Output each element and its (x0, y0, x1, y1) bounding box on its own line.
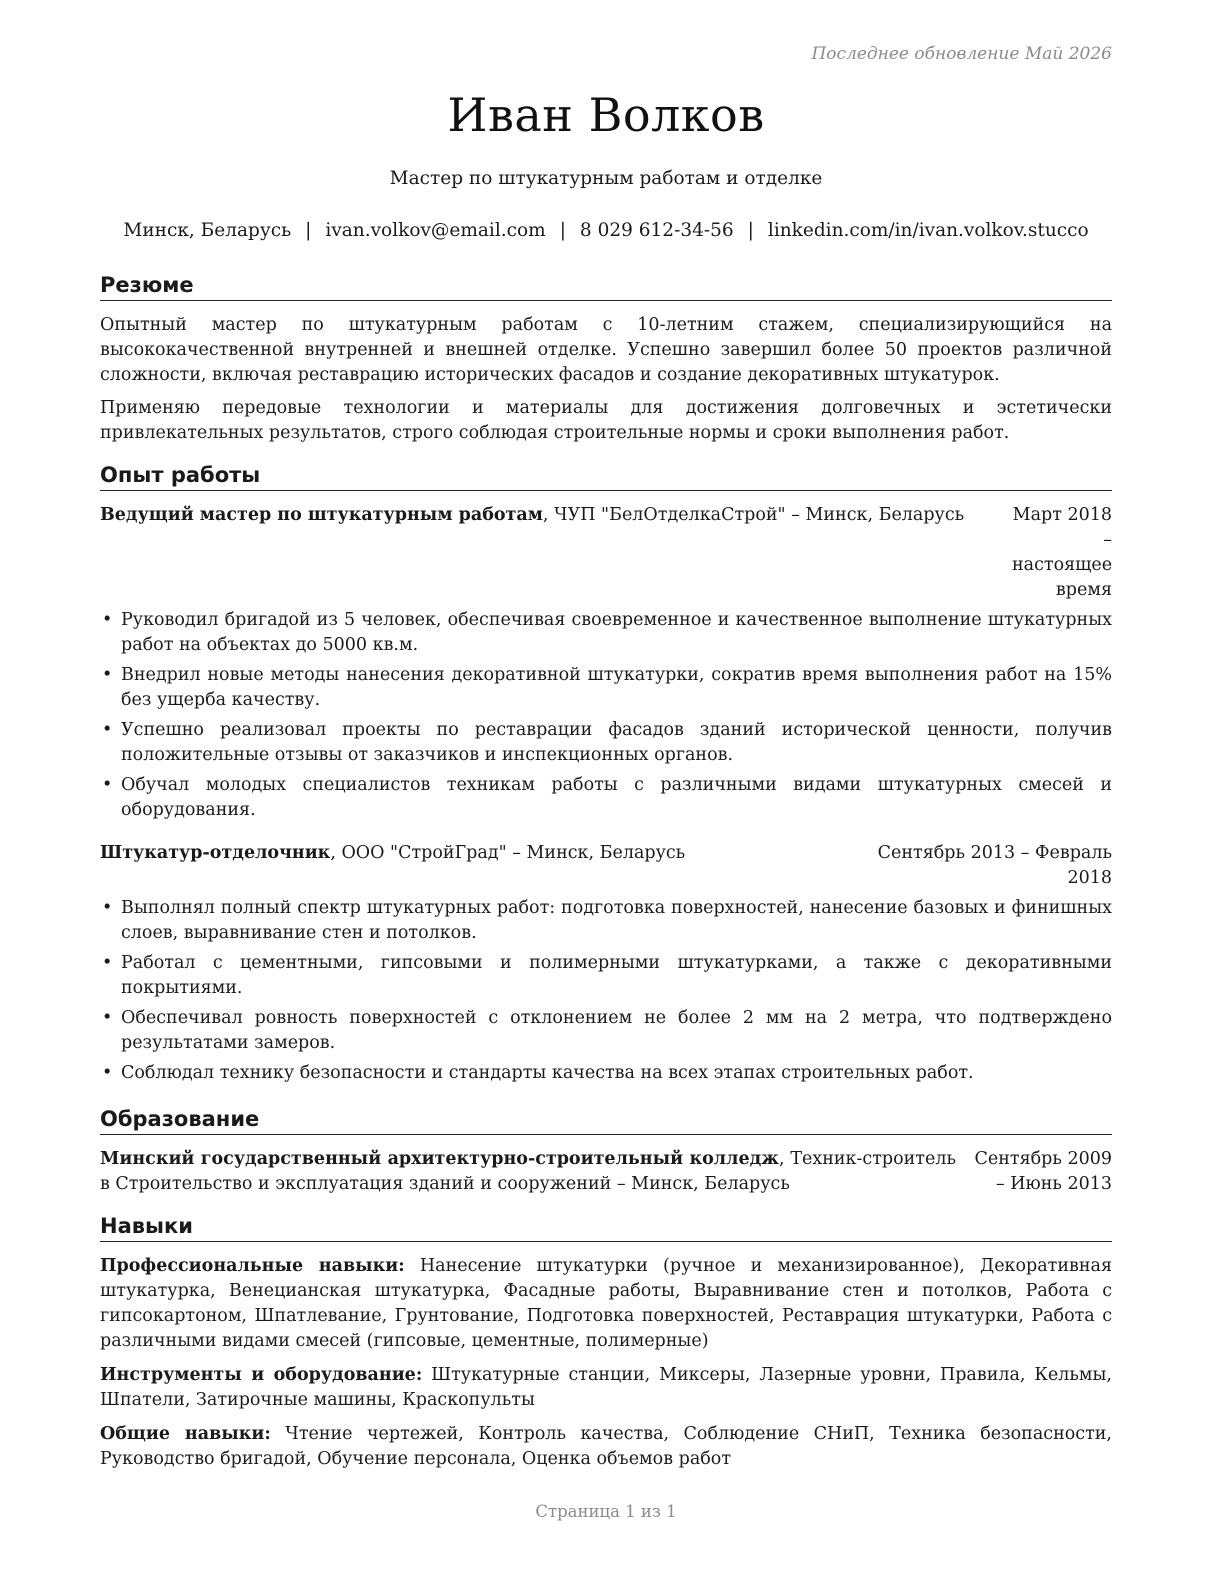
job-bullet: • Работал с цементными, гипсовыми и полимерными штукатурками, а также с декоративными покрытиями. (100, 951, 1112, 1001)
job-company: , ЧУП "БелОтделкаСтрой" – Минск, Беларусь (542, 505, 965, 525)
job-dates: Март 2018 – настоящее время (1012, 505, 1113, 600)
skill-group-label: Профессиональные навыки: (100, 1256, 405, 1276)
job-role: Штукатур-отделочник (100, 843, 331, 863)
job-bullet: • Успешно реализовал проекты по реставрации фасадов зданий исторической ценности, получив положительные отзывы от заказчиков и инспекционных органов. (100, 718, 1112, 768)
job-entry (100, 841, 1112, 1086)
section-heading-experience: Опыт работы (100, 460, 1112, 491)
last-updated: Последнее обновление Май 2026 (811, 44, 1112, 64)
skill-group (100, 1422, 1112, 1472)
job-header (100, 841, 1112, 891)
job-bullet: • Выполнял полный спектр штукатурных работ: подготовка поверхностей, нанесение базовых и финишных слоев, выравнивание стен и потолков. (100, 896, 1112, 946)
section-heading-education: Образование (100, 1104, 1112, 1135)
job-role-company (100, 503, 1006, 603)
summary-paragraph: Опытный мастер по штукатурным работам с 10-летним стажем, специализирующийся на высококачественной внутренней и внешней отделке. Успешно завершил более 50 проектов различной сложности, включая реставрацию исторических фасадов и создание декоративных штукатурок. (100, 315, 1112, 385)
section-heading-skills: Навыки (100, 1211, 1112, 1242)
job-bullets (100, 896, 1112, 1086)
job-title: Мастер по штукатурным работам и отделке (389, 168, 823, 189)
page-number: Страница 1 из 1 (535, 1502, 677, 1521)
contact-linkedin[interactable]: linkedin.com/in/ivan.volkov.stucco (767, 220, 1089, 241)
job-bullet: • Обучал молодых специалистов техникам работы с различными видами штукатурных смесей и оборудования. (100, 773, 1112, 823)
skill-group-text: Штукатурные станции, Миксеры, Лазерные уровни, Правила, Кельмы, Шпатели, Затирочные машины, Краскопульты (100, 1365, 1112, 1410)
summary-paragraph: Применяю передовые технологии и материалы для достижения долговечных и эстетически привлекательных результатов, строго соблюдая строительные нормы и сроки выполнения работ. (100, 398, 1112, 443)
person-name: Иван Волков (447, 88, 765, 142)
resume-content (100, 270, 1112, 1486)
job-bullet: • Соблюдал технику безопасности и стандарты качества на всех этапах строительных работ. (100, 1061, 1112, 1086)
skill-group-label: Инструменты и оборудование: (100, 1365, 423, 1385)
job-header (100, 503, 1112, 603)
job-company: , ООО "СтройГрад" – Минск, Беларусь (330, 843, 686, 863)
skills-section (100, 1211, 1112, 1472)
contact-line (100, 220, 1112, 241)
contact-separator: | (559, 220, 566, 241)
job-entry (100, 503, 1112, 823)
contact-phone: 8 029 612-34-56 (579, 220, 734, 241)
job-bullet: • Обеспечивал ровность поверхностей с отклонением не более 2 мм на 2 метра, что подтверждено результатами замеров. (100, 1006, 1112, 1056)
contact-email[interactable]: ivan.volkov@email.com (325, 220, 546, 241)
education-school: Минский государственный архитектурно-строительный колледж (100, 1149, 779, 1169)
education-entry (100, 1147, 1112, 1197)
education-section (100, 1104, 1112, 1197)
education-school-details (100, 1147, 956, 1197)
skill-group-text: Чтение чертежей, Контроль качества, Соблюдение СНиП, Техника безопасности, Руководство бригадой, Обучение персонала, Оценка объемов работ (100, 1424, 1112, 1469)
experience-section (100, 460, 1112, 1086)
skill-group-label: Общие навыки: (100, 1424, 271, 1444)
job-bullet: • Внедрил новые методы нанесения декоративной штукатурки, сократив время выполнения работ на 15% без ущерба качеству. (100, 663, 1112, 713)
contact-separator: | (305, 220, 312, 241)
skill-group-text: Нанесение штукатурки (ручное и механизированное), Декоративная штукатурка, Венецианская штукатурка, Фасадные работы, Выравнивание стен и потолков, Работа с гипсокартоном, Шпатлевание, Грунтование, Подготовка поверхностей, Реставрация штукатурки, Работа с различными видами смесей (гипсовые, цементные, полимерные) (100, 1256, 1113, 1351)
contact-separator: | (747, 220, 754, 241)
education-dates: Сентябрь 2009 – Июнь 2013 (974, 1149, 1112, 1194)
job-dates: Сентябрь 2013 – Февраль 2018 (877, 843, 1112, 888)
skill-group (100, 1363, 1112, 1413)
contact-location: Минск, Беларусь (123, 220, 292, 241)
job-bullets (100, 608, 1112, 823)
section-heading-summary: Резюме (100, 270, 1112, 301)
job-role-company (100, 841, 866, 891)
job-bullet: • Руководил бригадой из 5 человек, обеспечивая своевременное и качественное выполнение штукатурных работ на объектах до 5000 кв.м. (100, 608, 1112, 658)
summary-section (100, 270, 1112, 446)
job-role: Ведущий мастер по штукатурным работам (100, 505, 543, 525)
education-details: , Техник-строитель в Строительство и эксплуатация зданий и сооружений – Минск, Беларусь (100, 1149, 956, 1194)
skill-group (100, 1254, 1112, 1354)
